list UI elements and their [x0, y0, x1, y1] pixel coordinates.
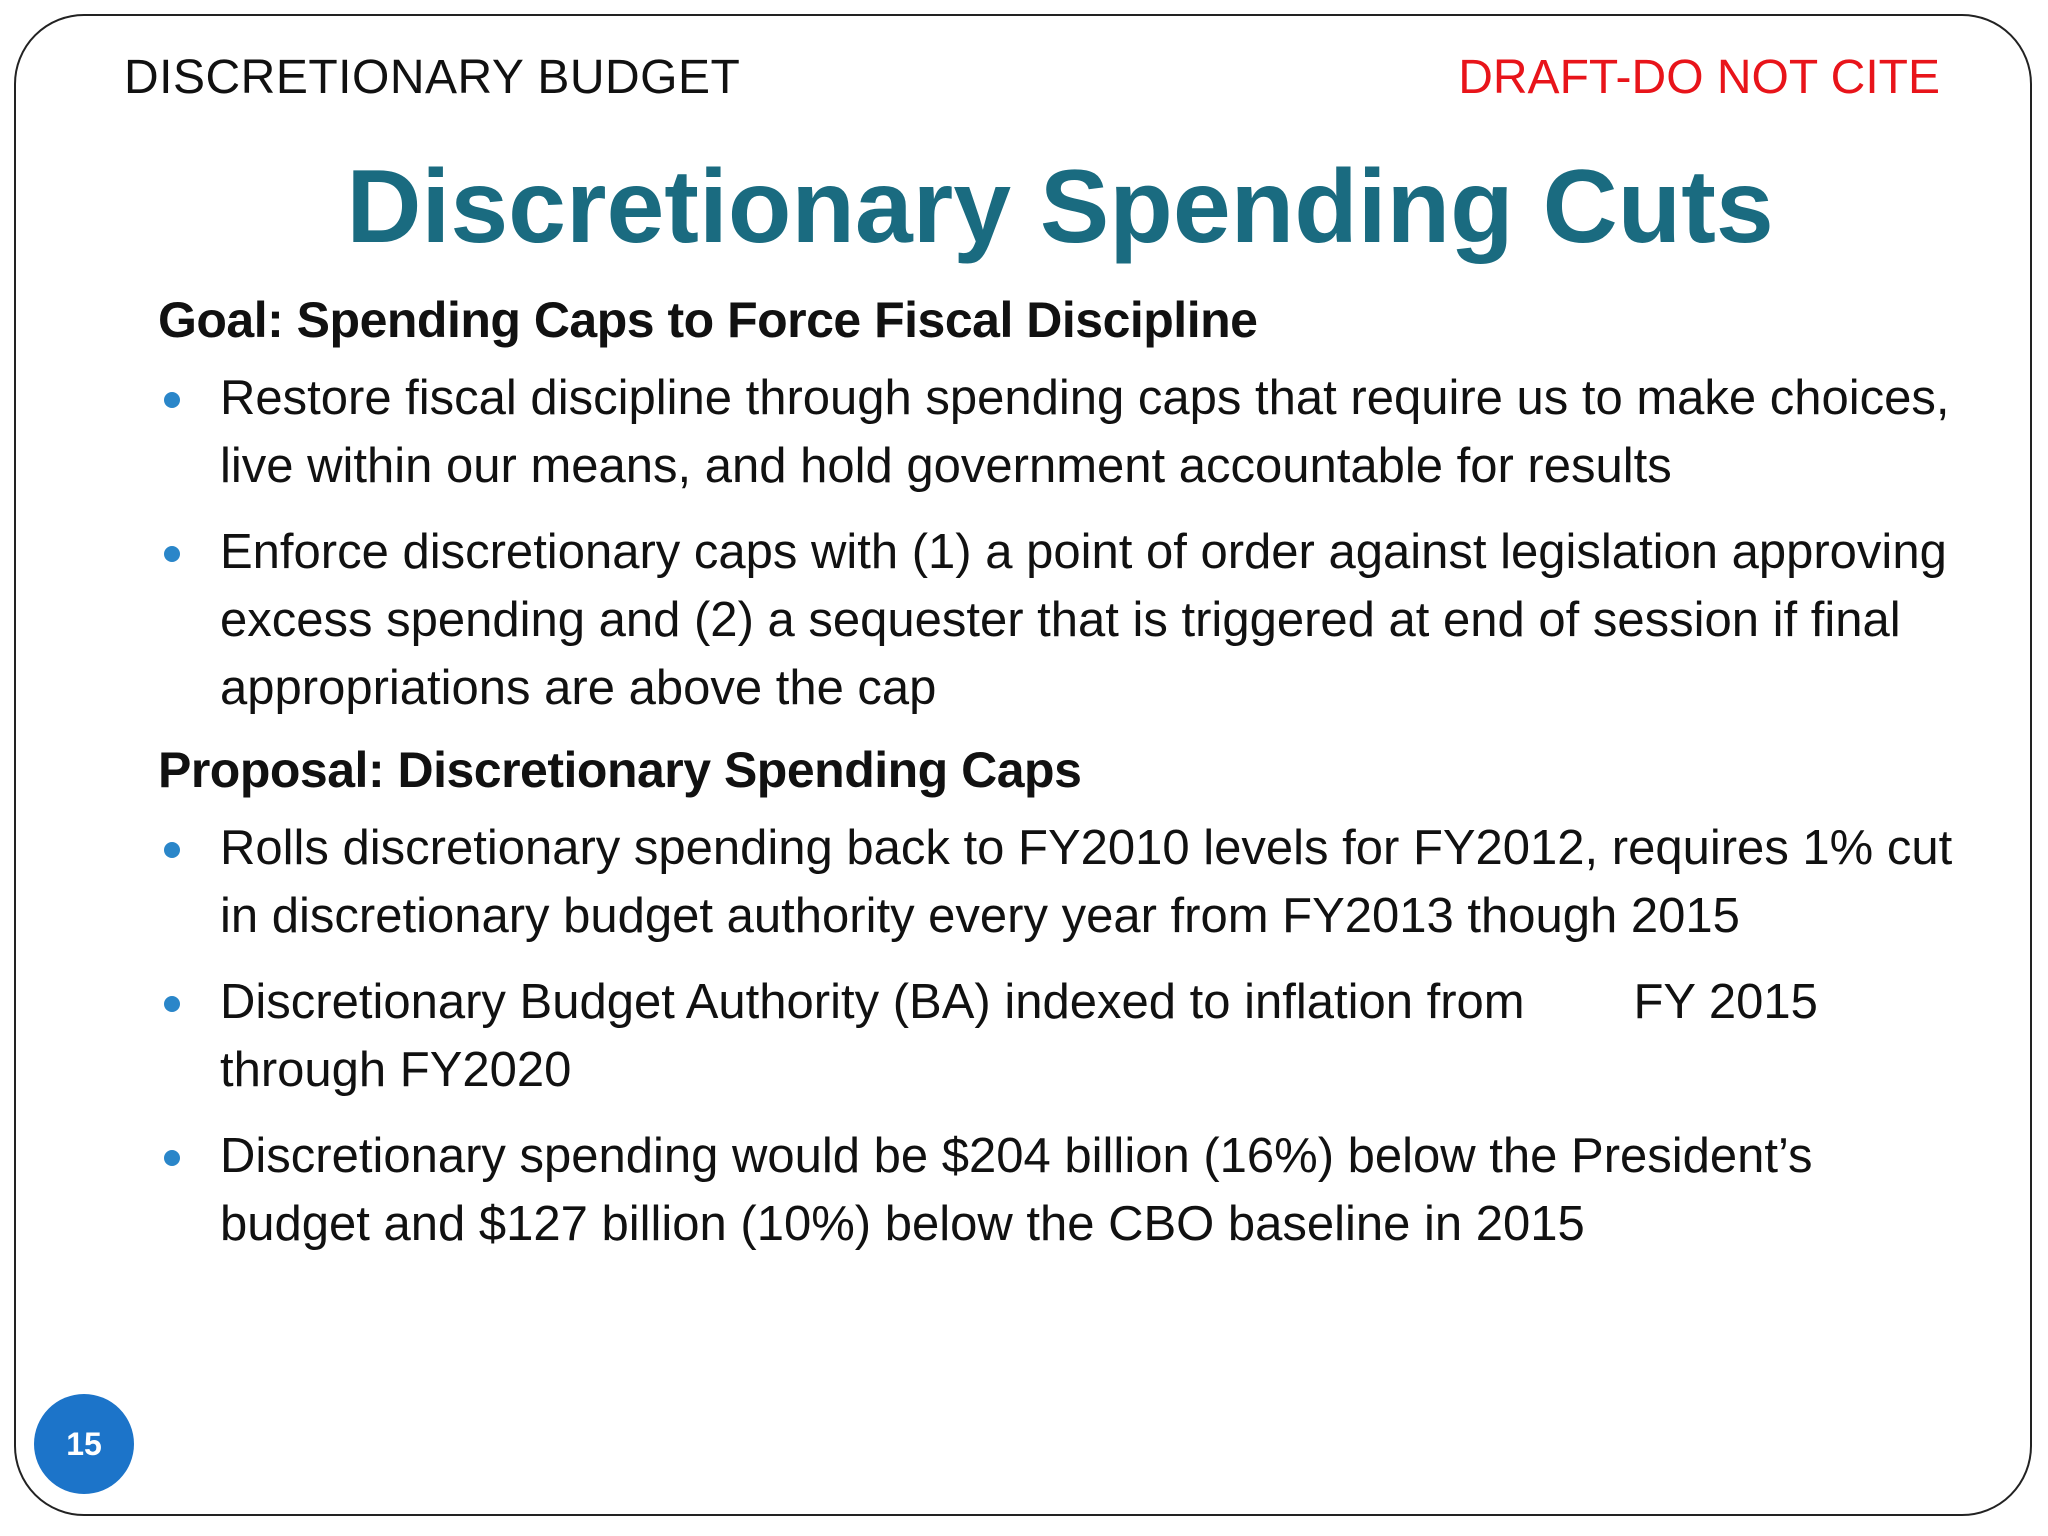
goal-bullet-item [158, 364, 1958, 500]
bullet-dot-icon [164, 996, 180, 1012]
proposal-bullet-item [158, 814, 1958, 950]
bullet-text: Discretionary Budget Authority (BA) indexed to inflation from FY 2015 through FY2020 [220, 975, 1832, 1097]
proposal-bullet-list [158, 814, 1958, 1258]
bullet-dot-icon [164, 392, 180, 408]
bullet-text: Restore fiscal discipline through spending caps that require us to make choices, live within our means, and hold government accountable for results [220, 371, 1950, 493]
page-number-badge: 15 [34, 1394, 134, 1494]
goal-bullet-list [158, 364, 1958, 722]
goal-heading: Goal: Spending Caps to Force Fiscal Discipline [158, 292, 1258, 348]
bullet-dot-icon [164, 1150, 180, 1166]
slide-title: Discretionary Spending Cuts [346, 149, 1774, 265]
proposal-heading: Proposal: Discretionary Spending Caps [158, 742, 1082, 798]
header-label: DISCRETIONARY BUDGET [124, 51, 741, 104]
bullet-text: Enforce discretionary caps with (1) a point of order against legislation approving excess spending and (2) a sequester that is triggered at end of session if final appropriations are above the cap [220, 525, 1947, 715]
goal-bullet-item [158, 518, 1958, 722]
proposal-bullet-item [158, 1122, 1958, 1258]
bullet-dot-icon [164, 546, 180, 562]
bullet-dot-icon [164, 842, 180, 858]
draft-notice: DRAFT-DO NOT CITE [1458, 51, 1940, 104]
bullet-text: Rolls discretionary spending back to FY2010 levels for FY2012, requires 1% cut in discretionary budget authority every year from FY2013 though 2015 [220, 821, 1953, 943]
slide-content [158, 290, 1958, 1276]
proposal-bullet-item [158, 968, 1958, 1104]
bullet-text: Discretionary spending would be $204 billion (16%) below the President’s budget and $127 billion (10%) below the CBO baseline in 2015 [220, 1129, 1813, 1251]
